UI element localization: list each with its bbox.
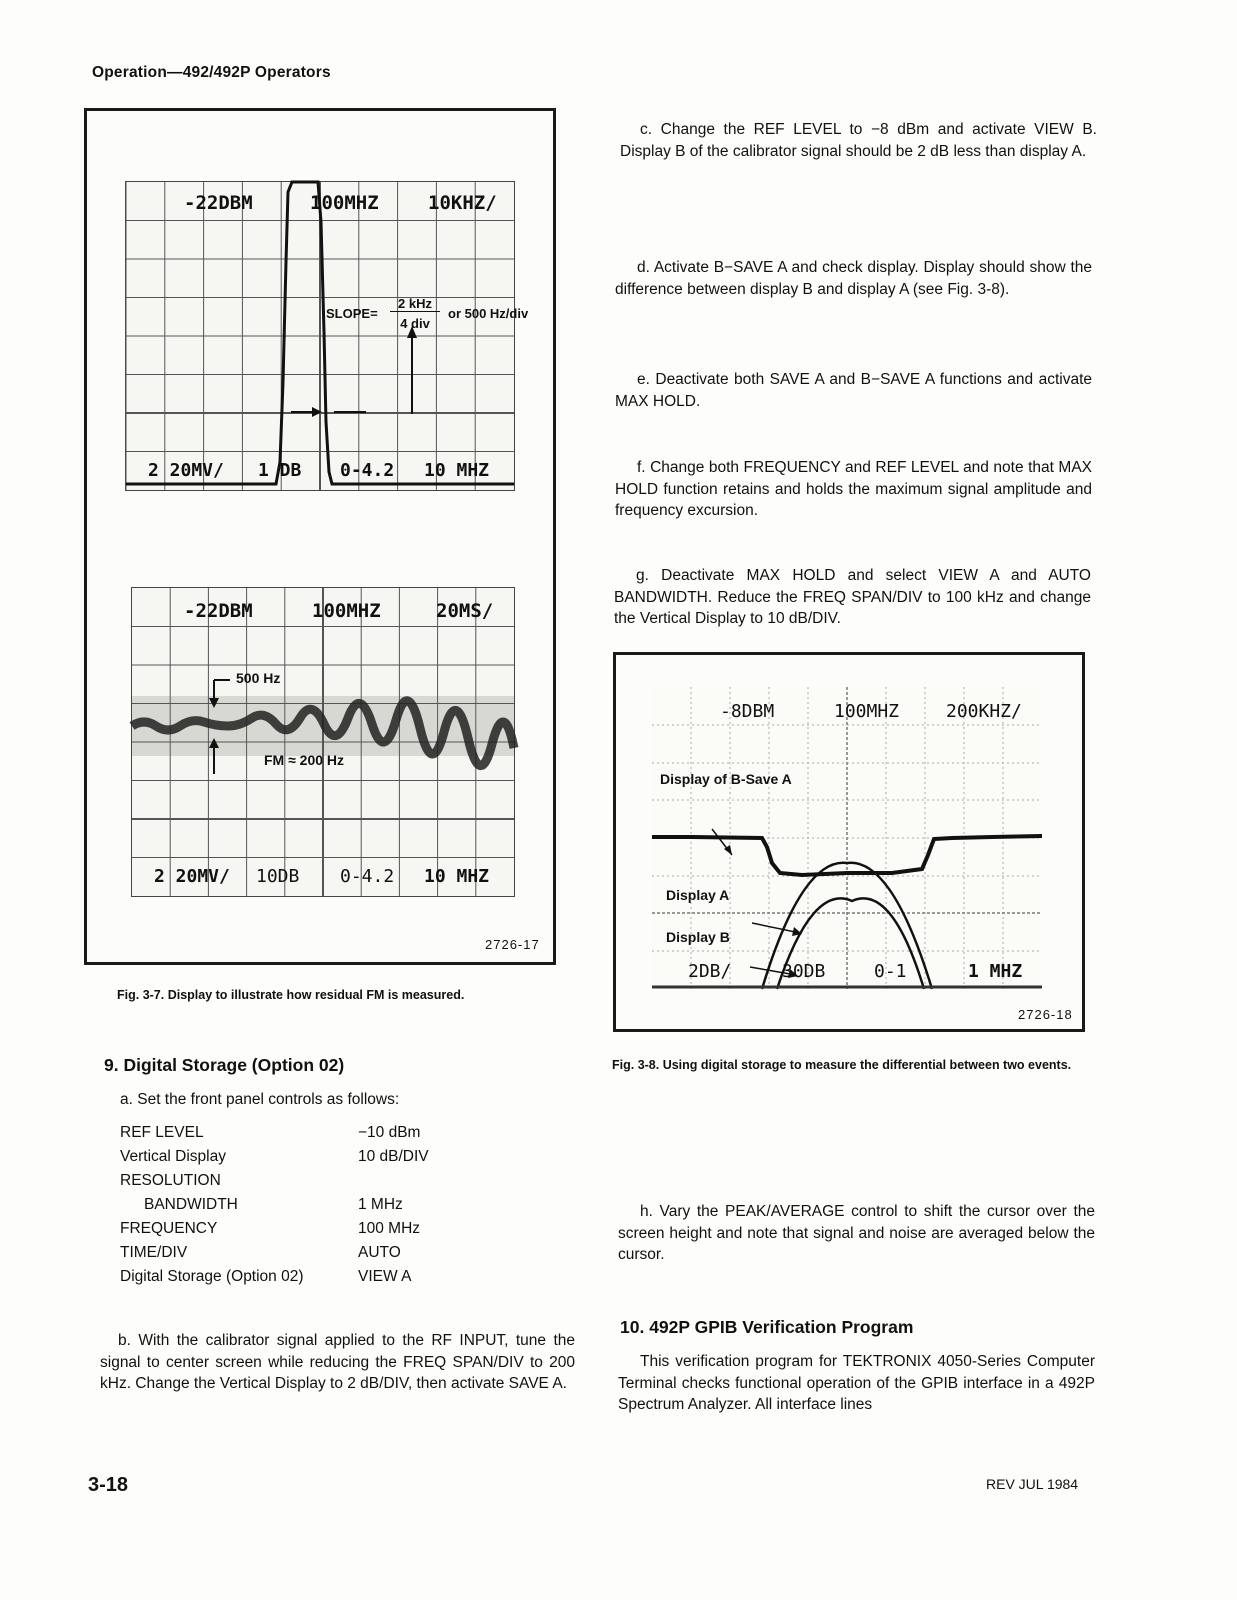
section-10-text: This verification program for TEKTRONIX 4050-Series Computer Terminal checks functional operation of the GPIB interface in a 492P Spectrum Analyzer. All interface lines (618, 1353, 1095, 1413)
figure-3-8 (613, 652, 1085, 1032)
step-g: g. Deactivate MAX HOLD and select VIEW A and AUTO BANDWIDTH. Reduce the FREQ SPAN/DIV to 100 kHz and change the Vertical Display to 10 dB/DIV. (614, 567, 1091, 627)
section-10-heading: 10. 492P GPIB Verification Program (620, 1317, 914, 1337)
top-center-freq: 100MHZ (310, 192, 379, 214)
top-ref-level: -22DBM (184, 192, 253, 214)
control-value: VIEW A (358, 1268, 412, 1285)
bottom-span: 20MS/ (436, 600, 494, 622)
label-fm: FM ≈ 200 Hz (264, 752, 345, 768)
page-number: 3-18 (88, 1474, 129, 1496)
page-header: Operation—492/492P Operators (92, 64, 331, 81)
bottom-center-freq: 100MHZ (312, 600, 381, 622)
step-f: f. Change both FREQUENCY and REF LEVEL and note that MAX HOLD function retains and holds the maximum signal amplitude and frequency excursion. (615, 459, 1092, 519)
label-display-a: Display A (666, 887, 730, 903)
figure-3-8-caption: Fig. 3-8. Using digital storage to measure the differential between two events. (612, 1058, 1072, 1072)
bottom-res-bw: 10 MHZ (424, 866, 490, 887)
fig38-center-freq: 100MHZ (834, 701, 900, 722)
step-e: e. Deactivate both SAVE A and B−SAVE A functions and activate MAX HOLD. (615, 371, 1092, 410)
slope-tail: or 500 Hz/div (448, 306, 529, 321)
slope-numerator: 2 kHz (390, 296, 440, 312)
slope-label: SLOPE= (326, 306, 378, 321)
fig38-span: 200KHZ/ (946, 701, 1022, 722)
figure-3-7 (84, 108, 556, 965)
control-row (120, 1124, 480, 1148)
step-b: b. With the calibrator signal applied to the RF INPUT, tune the signal to center screen while reducing the FREQ SPAN/DIV to 200 kHz. Change the Vertical Display to 2 dB/DIV, then activate SAVE A. (100, 1332, 575, 1392)
top-range: 0-4.2 (340, 460, 395, 481)
control-value: AUTO (358, 1244, 401, 1261)
bottom-scope-graticule (132, 588, 514, 896)
fig38-range: 0-1 (874, 961, 907, 982)
step-c: c. Change the REF LEVEL to −8 dBm and activate VIEW B. Display B of the calibrator signal should be 2 dB less than display A. (620, 121, 1097, 160)
control-label: FREQUENCY (120, 1220, 218, 1237)
fig38-res-bw: 1 MHZ (968, 961, 1023, 982)
control-value: 10 dB/DIV (358, 1148, 429, 1165)
slope-denominator: 4 div (400, 316, 430, 331)
bottom-scope-screen (131, 587, 515, 897)
step-d: d. Activate B−SAVE A and check display. Display should show the difference between display B and display A (see Fig. 3-8). (615, 259, 1092, 298)
control-value: 1 MHz (358, 1196, 403, 1213)
bottom-bw: 10DB (256, 866, 300, 887)
figure-3-7-caption: Fig. 3-7. Display to illustrate how residual FM is measured. (117, 988, 465, 1002)
label-display-b: Display B (666, 929, 730, 945)
control-value: 100 MHz (358, 1220, 421, 1237)
top-vert: 2 20MV/ (148, 460, 224, 481)
figure-number-2726-18: 2726-18 (1018, 1007, 1073, 1022)
bottom-ref-level: -22DBM (184, 600, 253, 622)
control-row (120, 1220, 480, 1244)
step-h: h. Vary the PEAK/AVERAGE control to shift the cursor over the screen height and note that signal and noise are averaged below the cursor. (618, 1203, 1095, 1263)
control-row (120, 1148, 480, 1172)
control-label: RESOLUTION (120, 1172, 221, 1189)
label-500hz: 500 Hz (236, 670, 281, 686)
top-res-bw: 10 MHZ (424, 460, 490, 481)
bottom-range: 0-4.2 (340, 866, 395, 887)
control-label: REF LEVEL (120, 1124, 204, 1141)
control-row (120, 1196, 480, 1220)
control-row (120, 1172, 480, 1196)
fig38-ref-level: -8DBM (720, 701, 775, 722)
bottom-vert: 2 20MV/ (154, 866, 230, 887)
control-label: BANDWIDTH (144, 1196, 238, 1213)
step-a: a. Set the front panel controls as follows: (120, 1091, 400, 1108)
fig38-vert: 2DB/ (688, 961, 732, 982)
control-value: −10 dBm (358, 1124, 421, 1141)
top-bw: 1 DB (258, 460, 302, 481)
control-label: Vertical Display (120, 1148, 226, 1165)
control-row (120, 1244, 480, 1268)
fig38-scope-screen (652, 687, 1042, 989)
top-scope-graticule (126, 182, 514, 490)
top-span: 10KHZ/ (428, 192, 497, 214)
fig38-bw: 30DB (782, 961, 826, 982)
top-scope-screen (125, 181, 529, 491)
control-row (120, 1268, 480, 1292)
revision-date: REV JUL 1984 (986, 1476, 1079, 1492)
figure-number-2726-17: 2726-17 (485, 937, 540, 952)
section-9-heading: 9. Digital Storage (Option 02) (104, 1055, 345, 1075)
control-label: Digital Storage (Option 02) (120, 1268, 304, 1285)
label-b-save-a: Display of B-Save A (660, 771, 792, 787)
control-label: TIME/DIV (120, 1244, 188, 1261)
